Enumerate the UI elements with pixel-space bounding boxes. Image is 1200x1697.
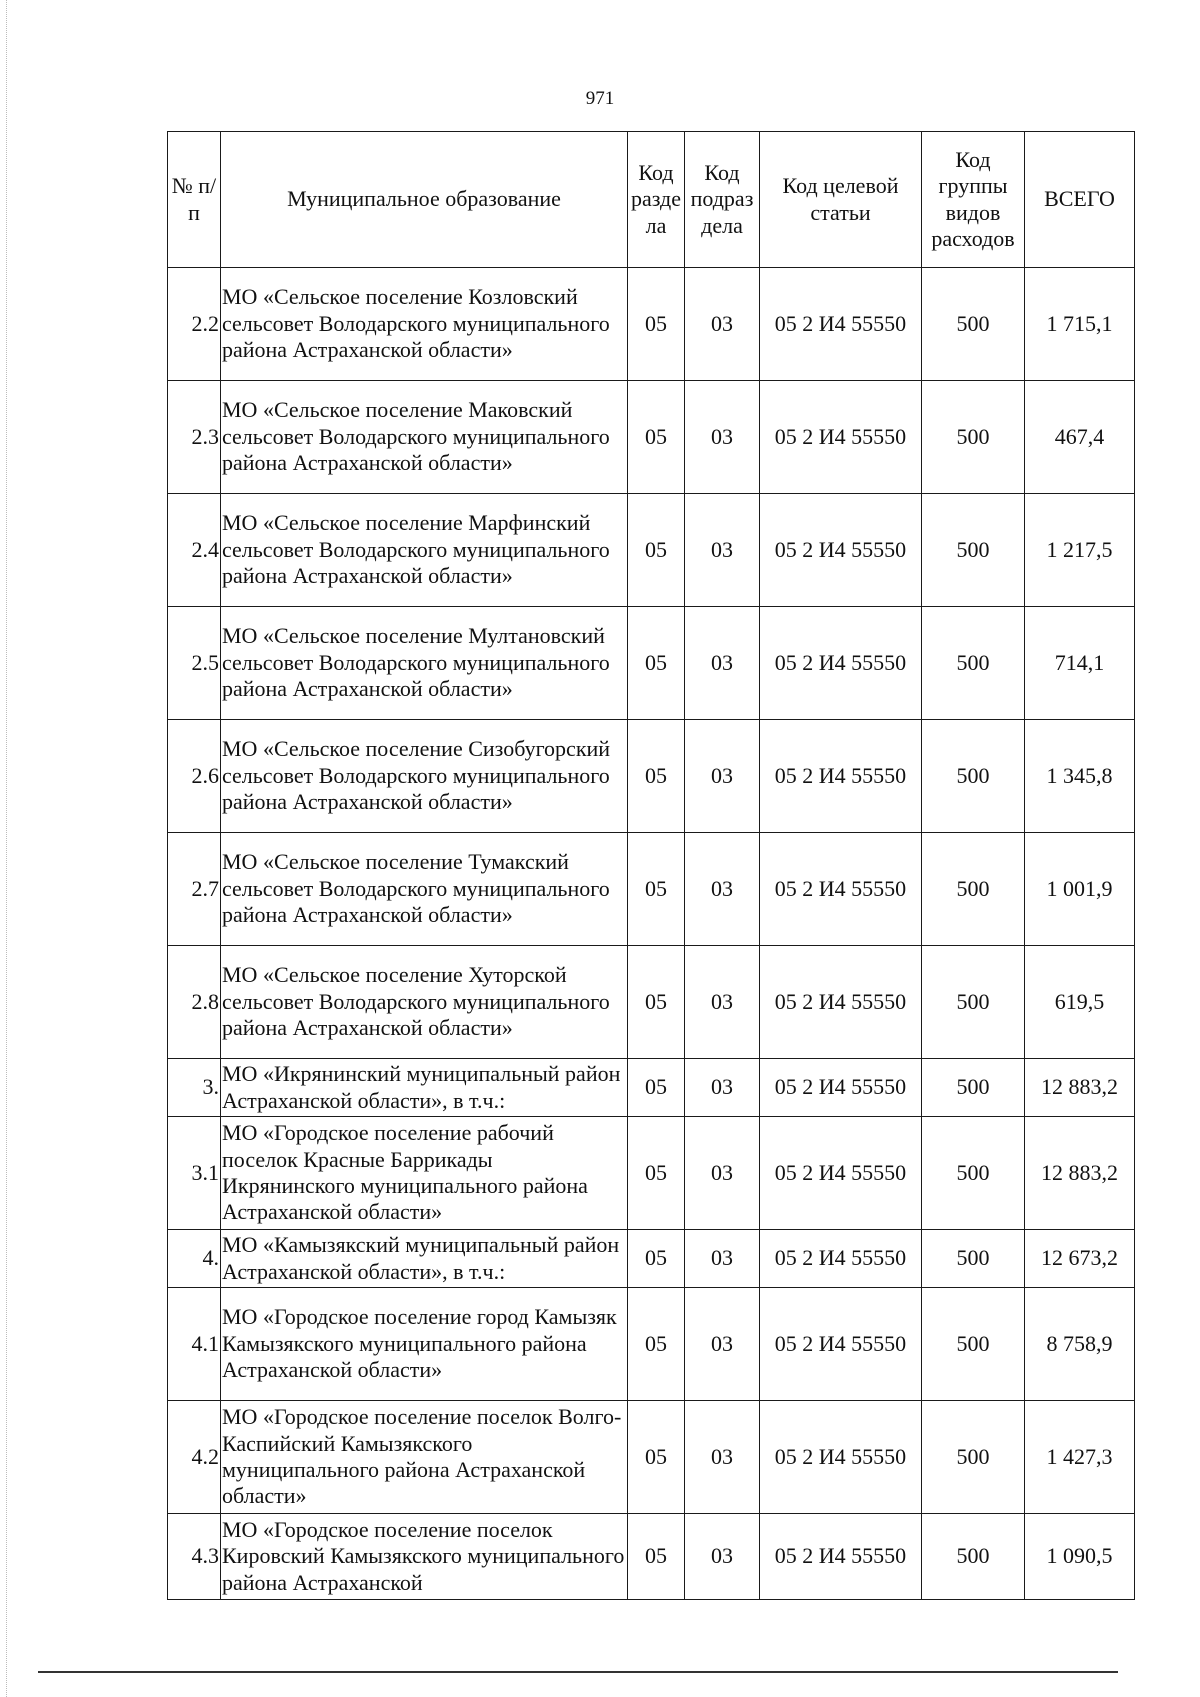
row-name: МО «Камызякский муниципальный район Астраханской области», в т.ч.: xyxy=(221,1230,628,1288)
table-row xyxy=(168,833,1135,946)
row-group: 500 xyxy=(922,1514,1025,1600)
row-target: 05 2 И4 55550 xyxy=(760,1401,922,1514)
row-num: 3.1 xyxy=(168,1117,221,1230)
row-subsection: 03 xyxy=(685,1401,760,1514)
row-subsection: 03 xyxy=(685,494,760,607)
row-total: 714,1 xyxy=(1025,607,1135,720)
row-group: 500 xyxy=(922,494,1025,607)
row-name: МО «Сельское поселение Маковский сельсовет Володарского муниципального района Астраханской области» xyxy=(221,381,628,494)
row-num: 4.2 xyxy=(168,1401,221,1514)
row-total: 8 758,9 xyxy=(1025,1288,1135,1401)
row-target: 05 2 И4 55550 xyxy=(760,1230,922,1288)
table-row xyxy=(168,1514,1135,1600)
bottom-rule xyxy=(38,1671,1118,1673)
page-number: 971 xyxy=(585,88,615,109)
row-group: 500 xyxy=(922,1401,1025,1514)
row-name: МО «Сельское поселение Марфинский сельсовет Володарского муниципального района Астраханской области» xyxy=(221,494,628,607)
table-row xyxy=(168,946,1135,1059)
table-row xyxy=(168,268,1135,381)
header-total: ВСЕГО xyxy=(1025,132,1135,268)
row-group: 500 xyxy=(922,1288,1025,1401)
table-row xyxy=(168,1230,1135,1288)
row-group: 500 xyxy=(922,381,1025,494)
row-total: 1 001,9 xyxy=(1025,833,1135,946)
row-target: 05 2 И4 55550 xyxy=(760,1117,922,1230)
row-group: 500 xyxy=(922,607,1025,720)
table-row xyxy=(168,1117,1135,1230)
row-section: 05 xyxy=(628,833,685,946)
row-name: МО «Сельское поселение Козловский сельсовет Володарского муниципального района Астраханской области» xyxy=(221,268,628,381)
header-num: № п/п xyxy=(168,132,221,268)
row-target: 05 2 И4 55550 xyxy=(760,381,922,494)
row-num: 2.4 xyxy=(168,494,221,607)
row-section: 05 xyxy=(628,607,685,720)
table-row xyxy=(168,494,1135,607)
row-total: 1 090,5 xyxy=(1025,1514,1135,1600)
header-name: Муниципальное образование xyxy=(221,132,628,268)
row-group: 500 xyxy=(922,268,1025,381)
row-num: 2.8 xyxy=(168,946,221,1059)
row-group: 500 xyxy=(922,720,1025,833)
row-subsection: 03 xyxy=(685,1514,760,1600)
row-section: 05 xyxy=(628,1230,685,1288)
table-row xyxy=(168,381,1135,494)
row-num: 4. xyxy=(168,1230,221,1288)
row-num: 2.3 xyxy=(168,381,221,494)
row-num: 4.3 xyxy=(168,1514,221,1600)
row-num: 4.1 xyxy=(168,1288,221,1401)
row-subsection: 03 xyxy=(685,381,760,494)
row-group: 500 xyxy=(922,1059,1025,1117)
row-num: 2.2 xyxy=(168,268,221,381)
row-total: 1 715,1 xyxy=(1025,268,1135,381)
row-total: 467,4 xyxy=(1025,381,1135,494)
row-target: 05 2 И4 55550 xyxy=(760,946,922,1059)
row-subsection: 03 xyxy=(685,1288,760,1401)
table-row xyxy=(168,607,1135,720)
row-section: 05 xyxy=(628,720,685,833)
row-subsection: 03 xyxy=(685,1117,760,1230)
row-target: 05 2 И4 55550 xyxy=(760,1514,922,1600)
row-section: 05 xyxy=(628,1288,685,1401)
row-target: 05 2 И4 55550 xyxy=(760,1059,922,1117)
row-num: 3. xyxy=(168,1059,221,1117)
row-section: 05 xyxy=(628,494,685,607)
row-total: 619,5 xyxy=(1025,946,1135,1059)
row-name: МО «Сельское поселение Хуторской сельсовет Володарского муниципального района Астраханской области» xyxy=(221,946,628,1059)
header-target: Код целевой статьи xyxy=(760,132,922,268)
table-row xyxy=(168,720,1135,833)
row-section: 05 xyxy=(628,946,685,1059)
budget-table xyxy=(167,131,1135,1600)
row-subsection: 03 xyxy=(685,1059,760,1117)
row-subsection: 03 xyxy=(685,1230,760,1288)
header-subsection: Код подраз дела xyxy=(685,132,760,268)
row-name: МО «Икрянинский муниципальный район Астраханской области», в т.ч.: xyxy=(221,1059,628,1117)
row-total: 1 345,8 xyxy=(1025,720,1135,833)
row-section: 05 xyxy=(628,1059,685,1117)
row-section: 05 xyxy=(628,1117,685,1230)
header-group: Код группы видов расходов xyxy=(922,132,1025,268)
row-total: 1 427,3 xyxy=(1025,1401,1135,1514)
row-name: МО «Городское поселение поселок Кировский Камызякского муниципального района Астраханской xyxy=(221,1514,628,1600)
row-group: 500 xyxy=(922,1230,1025,1288)
row-group: 500 xyxy=(922,946,1025,1059)
row-subsection: 03 xyxy=(685,607,760,720)
row-target: 05 2 И4 55550 xyxy=(760,1288,922,1401)
row-num: 2.7 xyxy=(168,833,221,946)
row-target: 05 2 И4 55550 xyxy=(760,494,922,607)
row-total: 12 883,2 xyxy=(1025,1117,1135,1230)
row-num: 2.5 xyxy=(168,607,221,720)
row-num: 2.6 xyxy=(168,720,221,833)
row-group: 500 xyxy=(922,833,1025,946)
row-group: 500 xyxy=(922,1117,1025,1230)
header-section: Код разде ла xyxy=(628,132,685,268)
row-target: 05 2 И4 55550 xyxy=(760,833,922,946)
row-section: 05 xyxy=(628,1401,685,1514)
row-subsection: 03 xyxy=(685,720,760,833)
table-row xyxy=(168,1401,1135,1514)
table-header-row xyxy=(168,132,1135,268)
row-name: МО «Городское поселение город Камызяк Камызякского муниципального района Астраханской области» xyxy=(221,1288,628,1401)
row-total: 12 883,2 xyxy=(1025,1059,1135,1117)
row-total: 12 673,2 xyxy=(1025,1230,1135,1288)
row-name: МО «Сельское поселение Мултановский сельсовет Володарского муниципального района Астраханской области» xyxy=(221,607,628,720)
row-total: 1 217,5 xyxy=(1025,494,1135,607)
row-section: 05 xyxy=(628,381,685,494)
row-target: 05 2 И4 55550 xyxy=(760,720,922,833)
row-target: 05 2 И4 55550 xyxy=(760,268,922,381)
row-subsection: 03 xyxy=(685,268,760,381)
table-row xyxy=(168,1059,1135,1117)
row-name: МО «Городское поселение рабочий поселок Красные Баррикады Икрянинского муниципального района Астраханской области» xyxy=(221,1117,628,1230)
row-name: МО «Сельское поселение Тумакский сельсовет Володарского муниципального района Астраханской области» xyxy=(221,833,628,946)
row-target: 05 2 И4 55550 xyxy=(760,607,922,720)
table-row xyxy=(168,1288,1135,1401)
row-name: МО «Сельское поселение Сизобугорский сельсовет Володарского муниципального района Астраханской области» xyxy=(221,720,628,833)
row-subsection: 03 xyxy=(685,946,760,1059)
row-subsection: 03 xyxy=(685,833,760,946)
row-section: 05 xyxy=(628,1514,685,1600)
row-name: МО «Городское поселение поселок Волго-Каспийский Камызякского муниципального района Астраханской области» xyxy=(221,1401,628,1514)
row-section: 05 xyxy=(628,268,685,381)
scan-edge-line xyxy=(6,0,7,1697)
